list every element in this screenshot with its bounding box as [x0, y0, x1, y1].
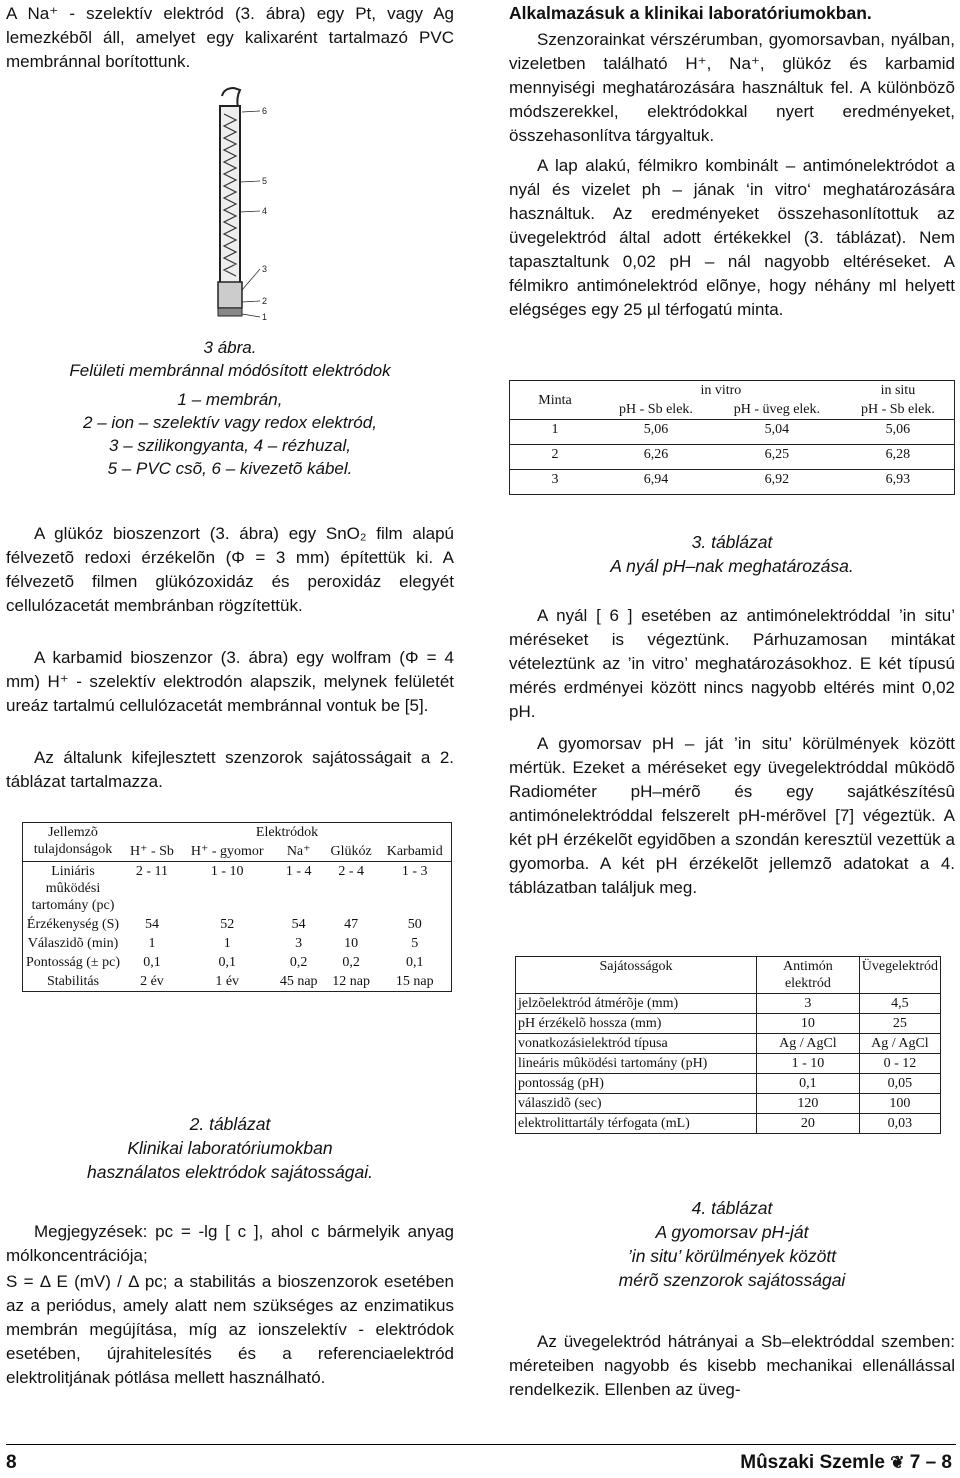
cell: 3	[757, 994, 860, 1014]
cell: 0,1	[378, 953, 451, 972]
cell: 5,06	[600, 420, 712, 445]
cell: pontosság (pH)	[516, 1074, 757, 1094]
legend-line-3: 3 – szilikongyanta, 4 – rézhuzal,	[109, 436, 351, 455]
cell: 20	[757, 1114, 860, 1134]
table-row	[23, 862, 452, 916]
table4-caption-line1: A gyomorsav pH-ját	[655, 1222, 809, 1242]
table-row	[510, 445, 955, 470]
table4-caption-line2: ’in situ’ körülmények között	[627, 1246, 837, 1266]
cell: Ag / AgCl	[757, 1034, 860, 1054]
notes-line-2: S = Δ E (mV) / Δ pc; a stabilitás a bioszenzorok esetében az a periódus, amely alatt nem szükséges az enzimatikus membrán megújítása, míg az ionszelektív - elektródok esetében, újrahitelesítés és a referenciaelektród elektrolitjának pótlása mellett használható.	[6, 1272, 454, 1387]
leaf-icon: ❦	[890, 1453, 905, 1472]
table3-subheader: pH - Sb elek.	[842, 400, 955, 420]
cell: 2 - 11	[135, 864, 169, 879]
cell: 4,5	[859, 994, 940, 1014]
cell: 54	[144, 917, 159, 932]
cell: 6,28	[842, 445, 955, 470]
cell: 12 nap	[324, 972, 379, 992]
cell: 50	[378, 915, 451, 934]
table2-group-header: Elektródok	[123, 823, 452, 843]
cell: lineáris mûködési tartomány (pH)	[516, 1054, 757, 1074]
table-row	[516, 994, 941, 1014]
table2-caption-title: 2. táblázat	[189, 1114, 271, 1134]
cell: 6,25	[712, 445, 842, 470]
table4-caption	[509, 1196, 955, 1292]
cell: 52	[220, 917, 235, 932]
cell: 10	[757, 1014, 860, 1034]
table4-header: Üvegelektród	[859, 957, 940, 994]
figure-caption-subtitle: Felületi membránnal módósított elektródok	[69, 361, 391, 380]
section-heading: Alkalmazásuk a klinikai laboratóriumokban.	[509, 3, 872, 23]
cell: 0,2	[289, 955, 308, 970]
cell: elektrolittartály térfogata (mL)	[516, 1114, 757, 1134]
cell: 1 - 10	[210, 864, 244, 879]
table-row	[516, 1034, 941, 1054]
cell: 25	[859, 1014, 940, 1034]
cell: 0 - 12	[859, 1054, 940, 1074]
cell: 0,2	[342, 955, 360, 970]
issue-number: 7 – 8	[909, 1452, 952, 1473]
cell: 0,1	[143, 955, 161, 970]
karbamid-paragraph: A karbamid bioszenzor (3. ábra) egy wolfram (Φ = 4 mm) H⁺ - szelektív elektrodón alapszik, melynek felületét ureáz tartalmú cellulózacetát membránnal vontuk be [5].	[6, 648, 454, 715]
table2-header: Na⁺	[274, 842, 324, 862]
table-3	[509, 380, 955, 495]
table-header-row	[516, 957, 941, 994]
paragraph-3: A nyál [ 6 ] esetében az antimónelektróddal ’in situ’ méréseket is végeztünk. Párhuzamosan mintákat vételeztünk az ’in vitro’ meghatározásokhoz. E két típusú mérés erdményei között nincs nagyobb eltérés mint 0,02 pH.	[509, 606, 955, 721]
row-label: Érzékenység (S)	[23, 915, 124, 934]
figure-caption-title: 3 ábra.	[203, 338, 257, 357]
legend-line-1: 1 – membrán,	[177, 390, 283, 409]
table-row	[510, 470, 955, 495]
table3-subheader: pH - Sb elek.	[600, 400, 712, 420]
table-row	[510, 420, 955, 445]
cell: 54	[291, 917, 306, 932]
cell: 45 nap	[274, 972, 324, 992]
label-1: 1	[262, 312, 268, 322]
table-row	[516, 1114, 941, 1134]
cell: 6,93	[842, 470, 955, 495]
table4-header: Antimón elektród	[757, 957, 860, 994]
paragraph-1: Szenzorainkat vérszérumban, gyomorsavban, nyálban, vizeletben található H⁺, Na⁺, glükóz és karbamid mennyiségi meghatározására használtuk fel. A különbözõ módszerekkel, elektródokkal nyert eredményeket, összehasonlítva tárgyaltuk.	[509, 30, 955, 145]
table-row	[23, 972, 452, 992]
cell: 5,06	[842, 420, 955, 445]
cell: 1 - 4	[285, 864, 312, 879]
table3-minta: Minta	[510, 381, 601, 420]
cell: 0,03	[859, 1114, 940, 1134]
table-4	[515, 956, 941, 1134]
figure-caption	[6, 336, 454, 480]
footer-rule	[6, 1444, 956, 1445]
silicone-seal	[218, 282, 242, 308]
label-4: 4	[262, 206, 268, 216]
table3-caption-title: 3. táblázat	[691, 532, 773, 552]
row-label: Liniáris mûködési tartomány (pc)	[23, 862, 124, 916]
table2-caption	[6, 1112, 454, 1184]
cell: 2 - 4	[338, 864, 364, 879]
table2-intro: Az általunk kifejlesztett szenzorok sajátosságait a 2. táblázat tartalmazza.	[6, 748, 454, 791]
cell: 6,92	[712, 470, 842, 495]
cell: 0,1	[757, 1074, 860, 1094]
membrane	[218, 308, 242, 316]
table3-invitro: in vitro	[600, 381, 842, 401]
cell: 100	[859, 1094, 940, 1114]
table-row	[516, 1074, 941, 1094]
intro-paragraph: A Na⁺ - szelektív elektród (3. ábra) egy Pt, vagy Ag lemezkébõl áll, amelyet egy kalixarént tartalmazó PVC membránnal borítottunk.	[6, 4, 454, 71]
row-label: Pontosság (± pc)	[23, 953, 124, 972]
notes-line-1: Megjegyzések: pc = -lg [ c ], ahol c bármelyik anyag mólkoncentrációja;	[6, 1222, 454, 1265]
cell: 120	[757, 1094, 860, 1114]
legend-line-4: 5 – PVC csõ, 6 – kivezetõ kábel.	[107, 459, 353, 478]
cell: 47	[344, 917, 359, 932]
cell: válaszidõ (sec)	[516, 1094, 757, 1114]
label-6: 6	[262, 106, 268, 116]
table4-header: Sajátosságok	[516, 957, 757, 994]
table-row	[516, 1094, 941, 1114]
table4-caption-title: 4. táblázat	[691, 1198, 773, 1218]
glukoz-paragraph: A glükóz bioszenzort (3. ábra) egy SnO₂ film alapú félvezetõ redoxi érzékelõn (Φ = 3 mm) építettük ki. A félvezetõ filmen glükózoxidáz és peroxidáz elegyét cellulózacetát membránban rögzítettük.	[6, 524, 454, 615]
cell: 2	[510, 445, 601, 470]
table-row	[23, 934, 452, 953]
cell: 1	[223, 936, 231, 951]
cell: 0,05	[859, 1074, 940, 1094]
cell: Ag / AgCl	[859, 1034, 940, 1054]
cell: 1 - 10	[757, 1054, 860, 1074]
cell: pH érzékelõ hossza (mm)	[516, 1014, 757, 1034]
cell: 1	[510, 420, 601, 445]
legend-line-2: 2 – ion – szelektív vagy redox elektród,	[83, 413, 377, 432]
cell: 6,94	[600, 470, 712, 495]
label-3: 3	[262, 264, 268, 274]
row-label: Stabilitás	[23, 972, 124, 992]
table2-caption-line2: használatos elektródok sajátosságai.	[86, 1162, 373, 1182]
cell: 2 év	[123, 972, 181, 992]
cell: 10	[344, 936, 359, 951]
cell: vonatkozásielektród típusa	[516, 1034, 757, 1054]
table2-header: H⁺ - gyomor	[181, 842, 274, 862]
pvc-tube	[220, 106, 240, 312]
cell: 5	[378, 934, 451, 953]
table2-header: H⁺ - Sb	[123, 842, 181, 862]
paragraph-2: A lap alakú, félmikro kombinált – antimónelektródot a nyál és vizelet ph – jának ‘in vitro‘ meghatározására használtuk. Az eredményeket összehasonlítottuk az üvegelektród által adott értékekkel (3. táblázat). Nem tapasztaltunk 0,02 pH – nál nagyobb eltéréseket. A félmikro antimónelektród elõnye, hogy néhány ml helyett elégséges egy 25 µl térfogatú minta.	[509, 156, 955, 319]
paragraph-4: A gyomorsav pH – ját ’in situ’ körülmények között mértük. Ezeket a méréseket egy üvegelektróddal mûködõ Radiométer pH–mérõ és egy sajátkészítésû antimónelektróddal felszerelt pH-mérõvel [7] végeztük. A két pH érzékelõt egyidõben a szondán keresztül vezettük a gyomorba. A két pH érzékelõt jellemzõ adatokat a 4. táblázatban találjuk meg.	[509, 734, 955, 897]
journal-footer	[740, 1452, 952, 1474]
cell: 3	[295, 936, 303, 951]
table-row	[516, 1054, 941, 1074]
electrode-figure	[194, 86, 274, 336]
table-2	[22, 822, 452, 992]
table-row	[23, 953, 452, 972]
page-number: 8	[6, 1452, 17, 1473]
cell: 1 - 3	[378, 862, 451, 916]
table3-insitu: in situ	[842, 381, 955, 401]
label-5: 5	[262, 176, 268, 186]
cell: 3	[510, 470, 601, 495]
table-row	[23, 915, 452, 934]
table2-corner: Jellemzõ tulajdonságok	[23, 823, 124, 862]
table2-header: Glükóz	[324, 842, 379, 862]
cell: 0,1	[218, 955, 236, 970]
table3-caption	[509, 530, 955, 578]
journal-name: Mûszaki Szemle	[740, 1452, 885, 1473]
row-label: Válaszidõ (min)	[23, 934, 124, 953]
cell: 15 nap	[378, 972, 451, 992]
table2-header: Karbamid	[378, 842, 451, 862]
label-2: 2	[262, 296, 268, 306]
table3-caption-line1: A nyál pH–nak meghatározása.	[610, 556, 854, 576]
cell: 5,04	[712, 420, 842, 445]
cell: 6,26	[600, 445, 712, 470]
cell: jelzõelektród átmérõje (mm)	[516, 994, 757, 1014]
paragraph-5: Az üvegelektród hátrányai a Sb–elektróddal szemben: méreteiben nagyobb és kisebb mechanikai ellenállással rendelkezik. Ellenben az üveg-	[509, 1332, 955, 1399]
table4-caption-line3: mérõ szenzorok sajátosságai	[618, 1270, 846, 1290]
cell: 1 év	[181, 972, 274, 992]
table2-caption-line1: Klinikai laboratóriumokban	[127, 1138, 333, 1158]
cell: 1	[148, 936, 156, 951]
table-row	[516, 1014, 941, 1034]
table3-subheader: pH - üveg elek.	[712, 400, 842, 420]
